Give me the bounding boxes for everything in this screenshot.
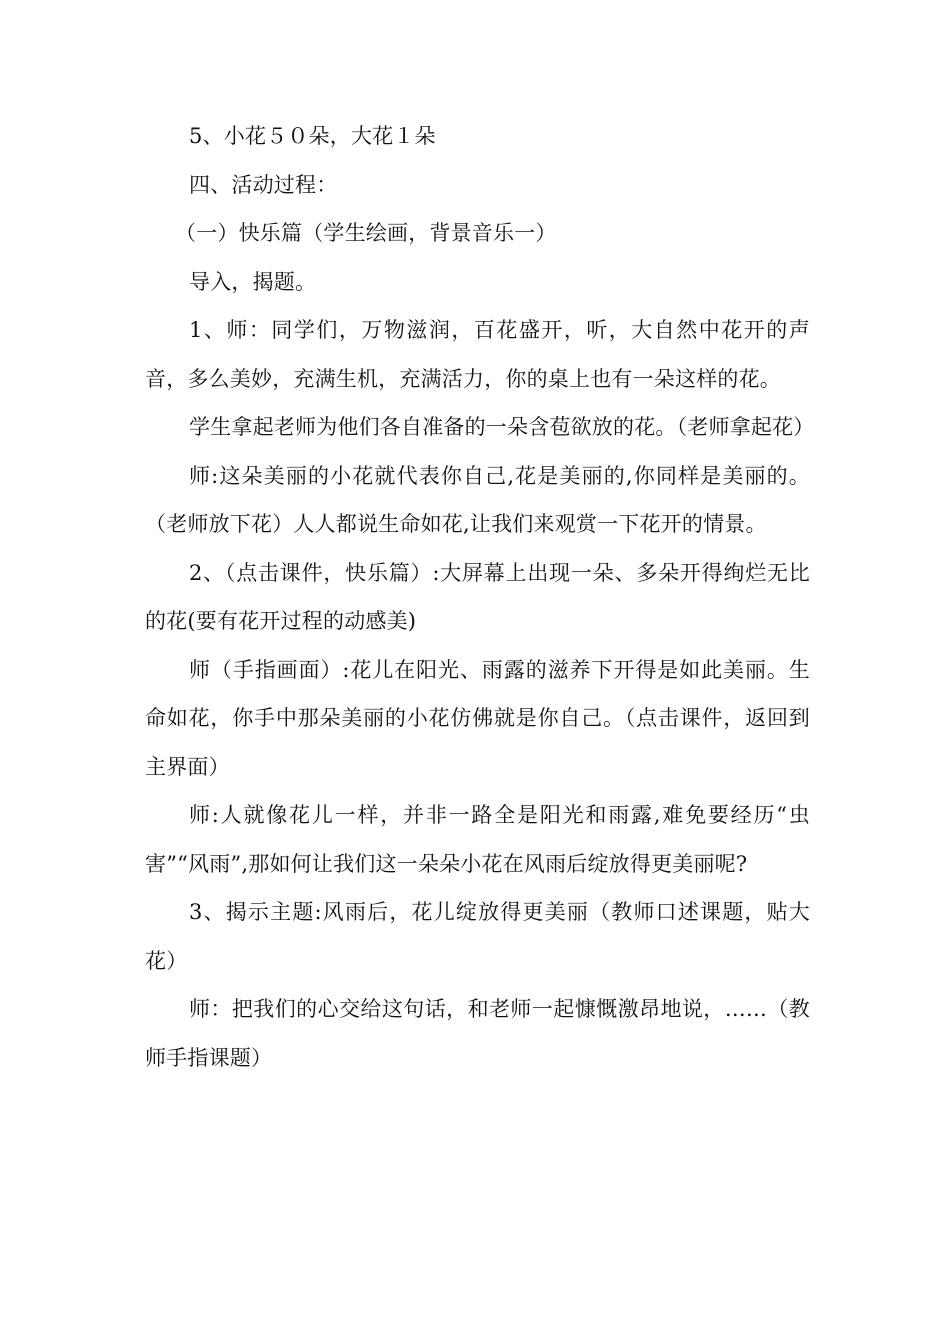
paragraph-step-1: 1、师：同学们，万物滋润，百花盛开，听，大自然中花开的声音，多么美妙，充满生机，充满活力，你的桌上也有一朵这样的花。: [145, 318, 810, 391]
document-body: [145, 112, 815, 1082]
paragraph-step-2: 2、（点击课件，快乐篇）:大屏幕上出现一朵、多朵开得绚烂无比的花(要有花开过程的动感美): [145, 560, 810, 633]
paragraph-materials: 5、小花５０朵，大花１朵: [189, 124, 436, 148]
paragraph-teacher-flower: 师:这朵美丽的小花就代表你自己,花是美丽的,你同样是美丽的。（老师放下花）人人都说生命如花,让我们来观赏一下花开的情景。: [145, 463, 810, 536]
paragraph-section-heading: 四、活动过程：: [189, 172, 338, 197]
paragraph-teacher-question: 师:人就像花儿一样，并非一路全是阳光和雨露,难免要经历“虫害”“风雨”,那如何让我们这一朵朵小花在风雨后绽放得更美丽呢?: [145, 803, 810, 876]
paragraph-teacher-recite: 师：把我们的心交给这句话，和老师一起慷慨激昂地说，……（教师手指课题）: [145, 997, 810, 1070]
paragraph-intro: 导入，揭题。: [189, 269, 317, 294]
paragraph-teacher-screen: 师（手指画面）:花儿在阳光、雨露的滋养下开得是如此美丽。生命如花，你手中那朵美丽的小花仿佛就是你自己。（点击课件，返回到主界面）: [145, 657, 810, 779]
paragraph-students-action: 学生拿起老师为他们各自准备的一朵含苞欲放的花。（老师拿起花）: [189, 415, 815, 439]
paragraph-subsection-heading: （一）快乐篇（学生绘画，背景音乐一）: [175, 221, 557, 245]
paragraph-step-3: 3、揭示主题:风雨后，花儿绽放得更美丽（教师口述课题，贴大花）: [145, 900, 810, 973]
